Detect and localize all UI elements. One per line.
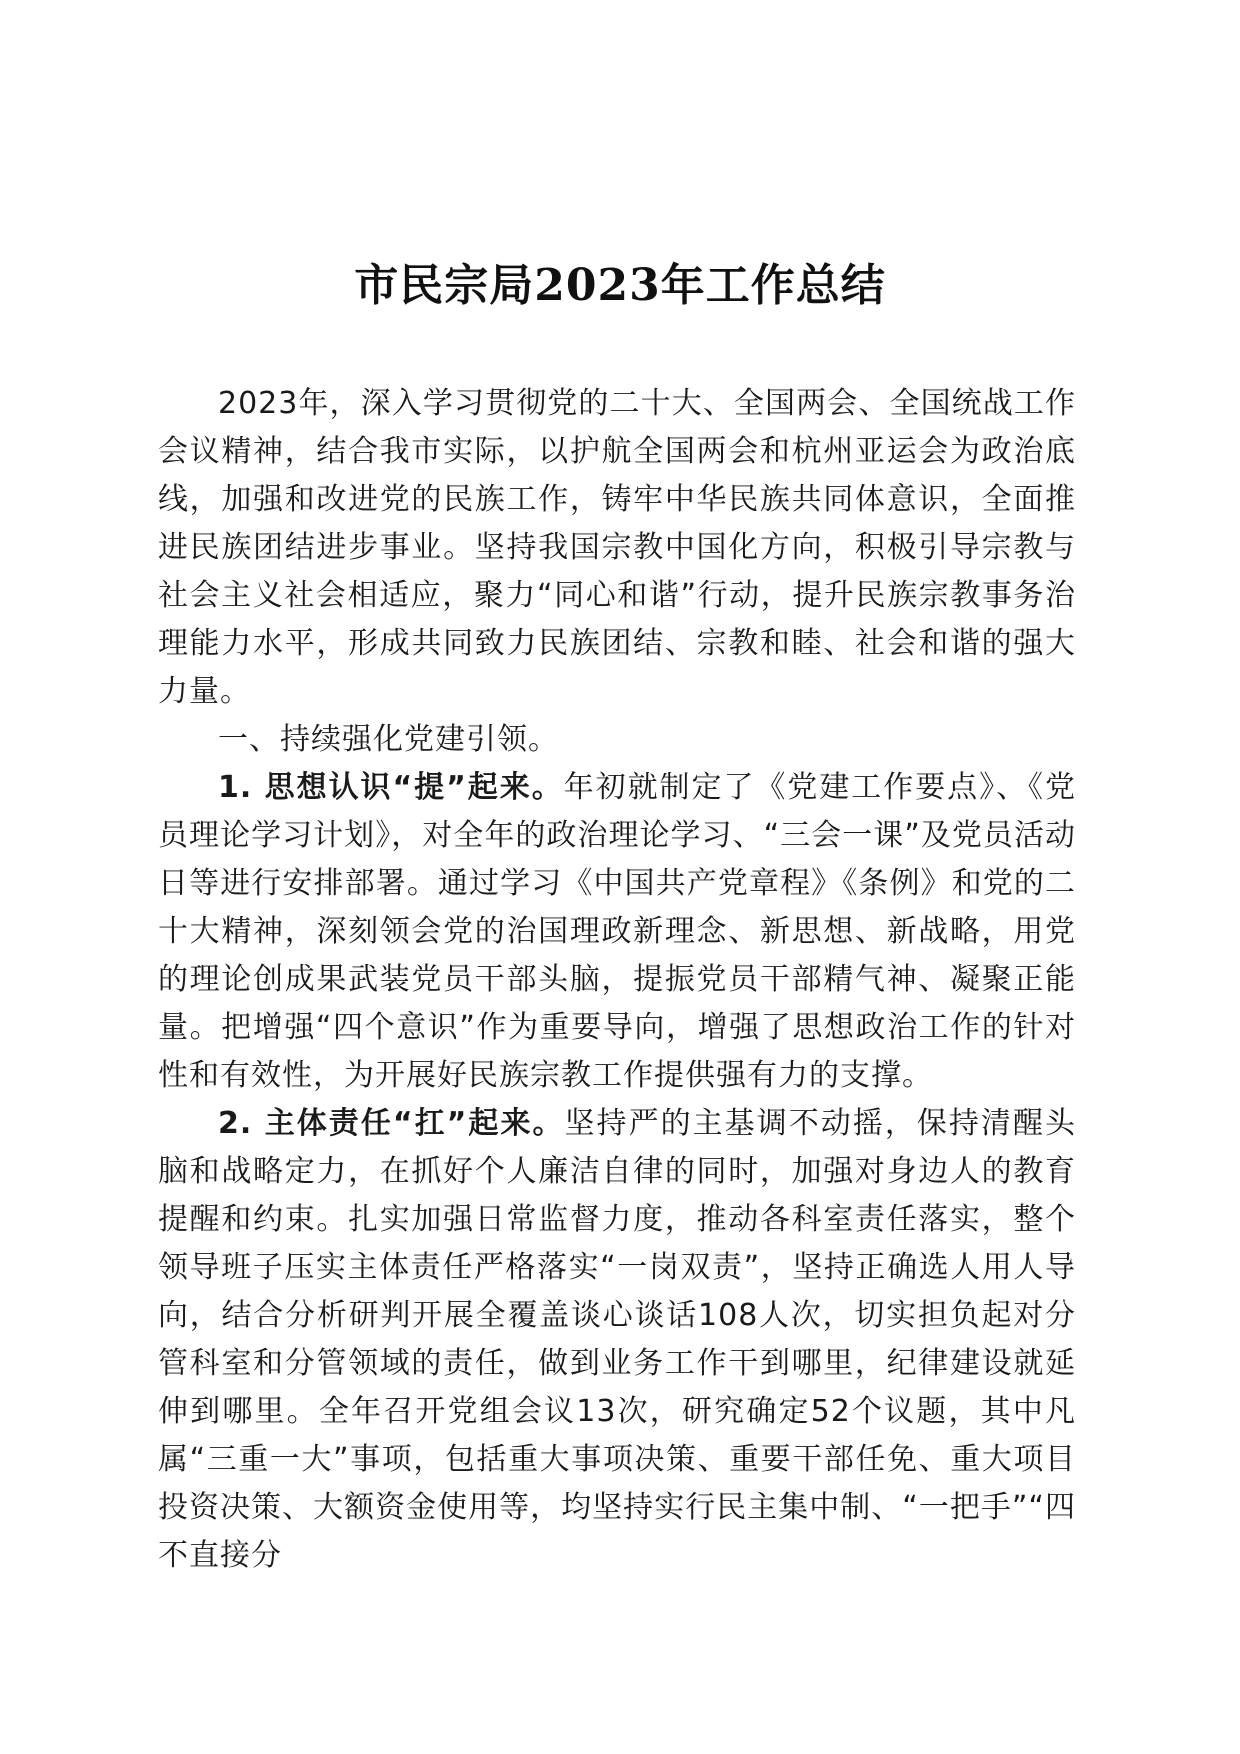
- section-heading-text: 一、持续强化党建引领。: [218, 722, 559, 757]
- document-body: [158, 380, 1076, 1580]
- section-heading: [158, 716, 1076, 764]
- intro-paragraph: [158, 380, 1076, 716]
- paragraph-text: 坚持严的主基调不动摇，保持清醒头脑和战略定力，在抓好个人廉洁自律的同时，加强对身边人的教育提醒和约束。扎实加强日常监督力度，推动各科室责任落实，整个领导班子压实主体责任严格落实“一岗双责”，坚持正确选人用人导向，结合分析研判开展全覆盖谈心谈话108人次，切实担负起对分管科室和分管领域的责任，做到业务工作干到哪里，纪律建设就延伸到哪里。全年召开党组会议13次，研究确定52个议题，其中凡属“三重一大”事项，包括重大事项决策、重要干部任免、重大项目投资决策、大额资金使用等，均坚持实行民主集中制、“一把手”“四不直接分: [158, 1106, 1077, 1573]
- paragraph-lead: 2. 主体责任“扛”起来。: [218, 1106, 565, 1141]
- document-title: 市民宗局2023年工作总结: [354, 260, 886, 311]
- paragraph-text: 年初就制定了《党建工作要点》、《党员理论学习计划》，对全年的政治理论学习、“三会一课”及党员活动日等进行安排部署。通过学习《中国共产党章程》《条例》和党的二十大精神，深刻领会党的治国理政新理念、新思想、新战略，用党的理论创成果武装党员干部头脑，提振党员干部精气神、凝聚正能量。把增强“四个意识”作为重要导向，增强了思想政治工作的针对性和有效性，为开展好民族宗教工作提供强有力的支撑。: [158, 770, 1077, 1093]
- paragraph-lead: 1. 思想认识“提”起来。: [218, 770, 564, 805]
- paragraph-item-1: [158, 764, 1076, 1100]
- paragraph-text: 2023年，深入学习贯彻党的二十大、全国两会、全国统战工作会议精神，结合我市实际，以护航全国两会和杭州亚运会为政治底线，加强和改进党的民族工作，铸牢中华民族共同体意识，全面推进民族团结进步事业。坚持我国宗教中国化方向，积极引导宗教与社会主义社会相适应，聚力“同心和谐”行动，提升民族宗教事务治理能力水平，形成共同致力民族团结、宗教和睦、社会和谐的强大力量。: [158, 386, 1076, 709]
- paragraph-item-2: [158, 1100, 1076, 1580]
